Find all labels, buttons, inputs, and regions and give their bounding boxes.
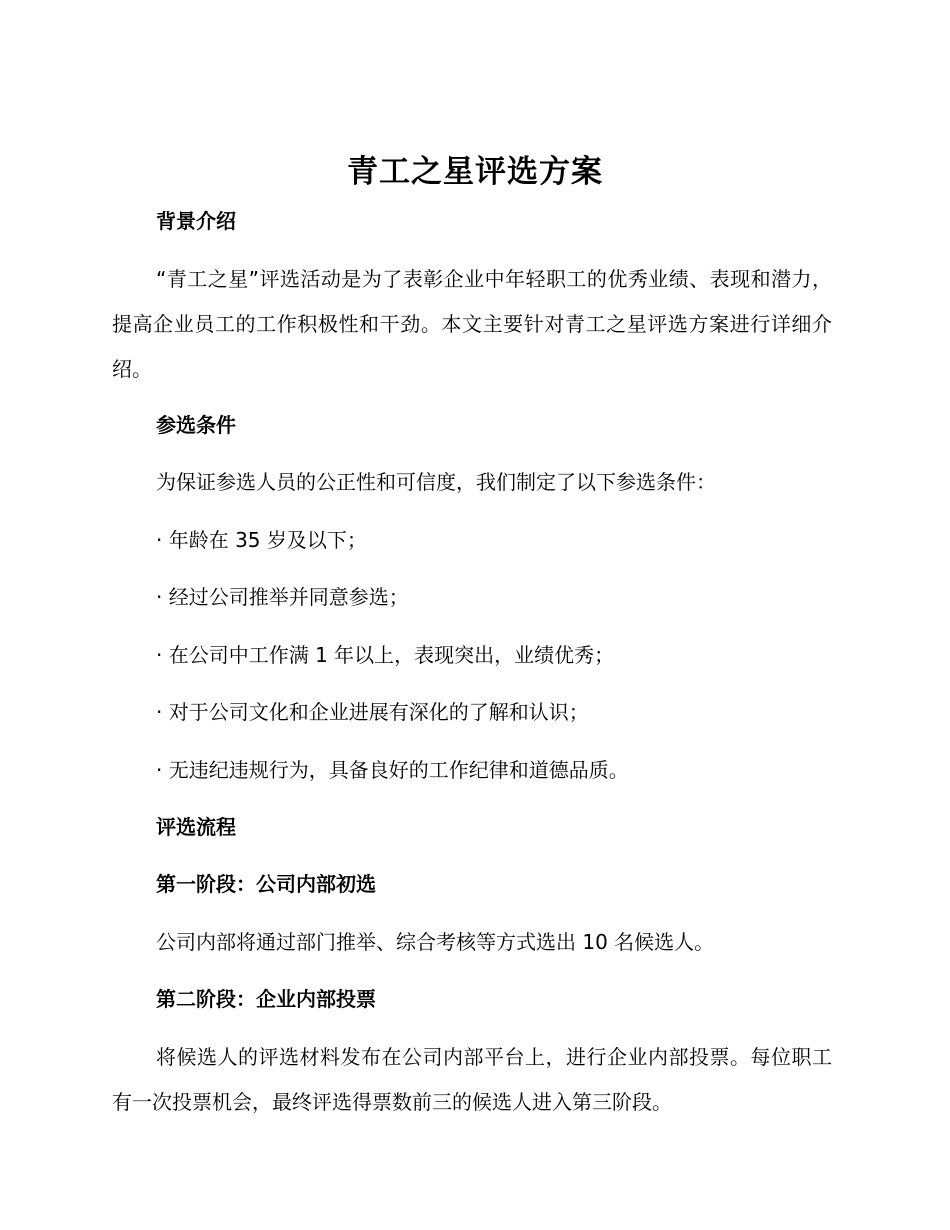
stage1-text: 公司内部将通过部门推举、综合考核等方式选出 10 名候选人。 <box>156 930 715 954</box>
stage2-paragraph: 将候选人的评选材料发布在公司内部平台上，进行企业内部投票。每位职工有一次投票机会，最终评选得票数前三的候选人进入第三阶段。 <box>112 1045 832 1114</box>
eligibility-intro: 为保证参选人员的公正性和可信度，我们制定了以下参选条件： <box>156 470 716 494</box>
section-heading-background: 背景介绍 <box>156 209 236 233</box>
eligibility-item: · 对于公司文化和企业进展有深化的了解和认识； <box>156 700 589 724</box>
stage2-heading: 第二阶段：企业内部投票 <box>156 987 376 1011</box>
stage1-heading: 第一阶段：公司内部初选 <box>156 872 376 896</box>
section-heading-eligibility: 参选条件 <box>156 413 236 437</box>
eligibility-item: · 经过公司推举并同意参选； <box>156 585 409 609</box>
document-title: 青工之星评选方案 <box>347 154 603 190</box>
eligibility-item: · 无违纪违规行为，具备良好的工作纪律和道德品质。 <box>156 758 629 782</box>
section-heading-process: 评选流程 <box>156 815 236 839</box>
eligibility-item: · 在公司中工作满 1 年以上，表现突出，业绩优秀； <box>156 643 615 667</box>
eligibility-item: · 年龄在 35 岁及以下； <box>156 528 367 552</box>
background-paragraph: “青工之星”评选活动是为了表彰企业中年轻职工的优秀业绩、表现和潜力，提高企业员工的工作积极性和干劲。本文主要针对青工之星评选方案进行详细介绍。 <box>112 267 832 381</box>
